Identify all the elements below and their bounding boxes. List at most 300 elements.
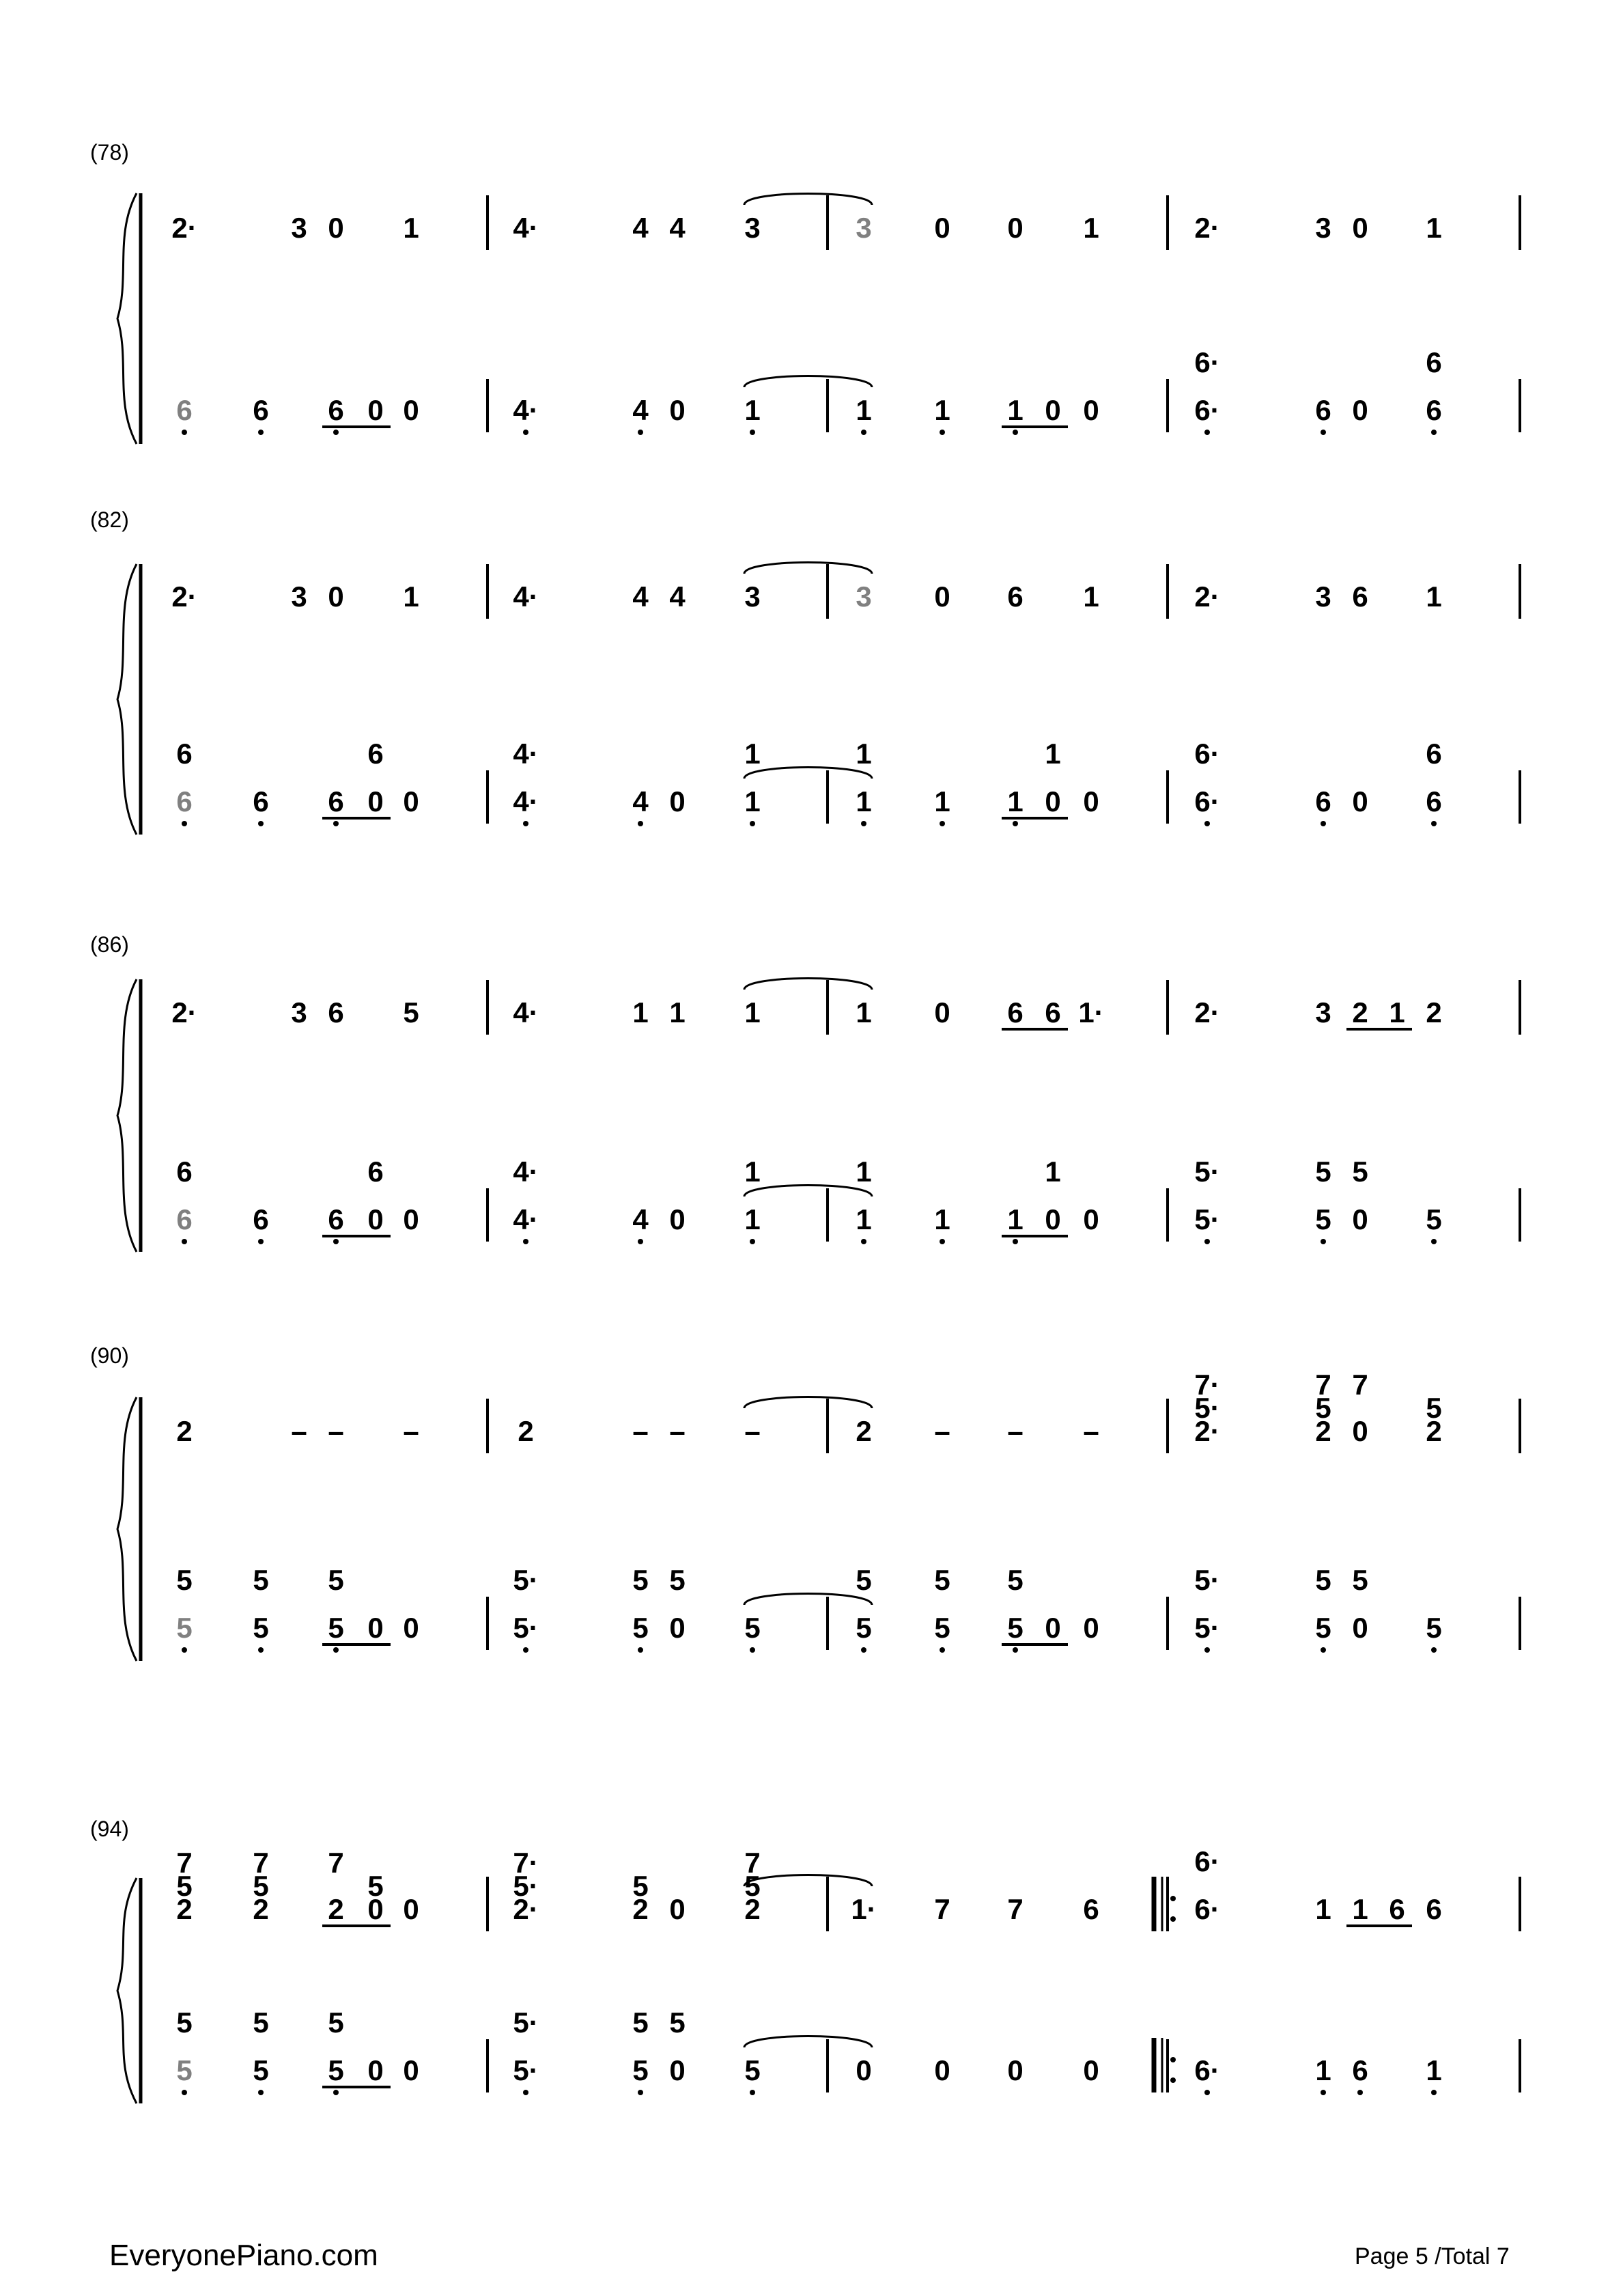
note-lower-m1-3: 5 (328, 2054, 344, 2086)
note-lower-m4-2: 1 (1315, 2054, 1331, 2086)
tie-across-barline (744, 1186, 872, 1197)
chord-top-lower-m1-2: 6 (367, 738, 384, 770)
note-upper-m4-3: 0 (1352, 1415, 1368, 1447)
octave-dot-below (333, 1239, 339, 1244)
tie-across-barline (744, 1594, 872, 1606)
octave-dot-below (258, 1239, 264, 1244)
note-lower-m2-4: 1 (744, 785, 761, 817)
octave-dot-below (638, 2090, 643, 2095)
page-indicator: Page 5 /Total 7 (1355, 2243, 1510, 2269)
note-upper-m3-4: – (1083, 1415, 1099, 1447)
note-lower-m3-5: 0 (1083, 394, 1099, 426)
note-lower-m1-4: 0 (367, 1203, 384, 1235)
octave-dot-below (1321, 1647, 1326, 1653)
octave-dot-below (940, 1239, 945, 1244)
chord-mid-upper-m1-1: 5 (176, 1870, 193, 1902)
repeat-dot (1170, 1896, 1176, 1901)
note-upper-m1-5: 0 (403, 1893, 419, 1925)
note-upper-m3-5: 1· (1078, 996, 1104, 1028)
note-upper-m1-3: 0 (328, 580, 344, 613)
chord-top-lower-m4-1: 5· (1194, 1564, 1220, 1596)
note-upper-m2-3: 4 (669, 212, 686, 244)
note-lower-m3-2: 1 (934, 785, 950, 817)
system-brace (117, 564, 137, 835)
note-upper-m1-1: 2· (171, 580, 197, 613)
chord-mid-upper-m4-3: 5 (1426, 1392, 1442, 1424)
note-lower-m4-1: 5· (1194, 1612, 1220, 1644)
chord-top-lower-m2-2: 5 (632, 2006, 649, 2039)
note-lower-m3-2: 5 (934, 1612, 950, 1644)
octave-dot-below (1321, 430, 1326, 435)
system-number-90: (90) (90, 1343, 129, 1368)
chord-top-lower-m2-1: 5· (513, 1564, 539, 1596)
chord-mid-upper-m4-2: 5 (1315, 1392, 1331, 1424)
chord-mid-upper-m4-1: 5· (1194, 1392, 1220, 1424)
note-lower-m3-4: 0 (1045, 785, 1061, 817)
octave-dot-below (182, 1647, 187, 1653)
octave-dot-below (861, 1239, 866, 1244)
note-upper-m3-2: 0 (934, 996, 950, 1028)
note-upper-m4-4: 1 (1426, 580, 1442, 613)
repeat-dot (1170, 1916, 1176, 1922)
note-upper-m2-4: 2 (744, 1893, 761, 1925)
system-brace (117, 1878, 137, 2103)
octave-dot-below (333, 1647, 339, 1653)
octave-dot-below (861, 821, 866, 826)
note-lower-m1-4: 0 (367, 394, 384, 426)
note-upper-m1-1: 2 (176, 1415, 193, 1447)
chord-top-lower-m1-1: 6 (176, 1156, 193, 1188)
note-lower-m2-4: 1 (744, 394, 761, 426)
note-lower-m2-1: 5· (513, 1612, 539, 1644)
note-upper-m3-2: – (934, 1415, 950, 1447)
note-upper-m3-4: 6 (1083, 1893, 1099, 1925)
note-upper-m4-3: 1 (1352, 1893, 1368, 1925)
chord-top-lower-m4-2: 6 (1426, 738, 1442, 770)
note-lower-m4-4: 5 (1426, 1203, 1442, 1235)
note-upper-m2-2: 2 (632, 1893, 649, 1925)
tie-across-barline (744, 1875, 872, 1887)
octave-dot-below (861, 430, 866, 435)
chord-top-lower-m3-1: 5 (856, 1564, 872, 1596)
note-lower-m3-2: 1 (934, 1203, 950, 1235)
note-lower-m1-3: 6 (328, 394, 344, 426)
note-lower-m1-1: 5 (176, 2054, 193, 2086)
chord-top-lower-m4-1: 6· (1194, 346, 1220, 378)
chord-top-lower-m1-2: 5 (253, 2006, 269, 2039)
octave-dot-below (1431, 1647, 1437, 1653)
octave-dot-below (638, 430, 643, 435)
system-number-82: (82) (90, 507, 129, 532)
note-upper-m1-2: 3 (291, 212, 307, 244)
note-upper-m1-1: 2· (171, 212, 197, 244)
note-lower-m2-2: 5 (632, 2054, 649, 2086)
note-lower-m1-5: 0 (403, 394, 419, 426)
tie-across-barline (744, 563, 872, 574)
note-upper-m3-4: 1 (1083, 580, 1099, 613)
tie-across-barline (744, 2036, 872, 2048)
tie-across-barline (744, 194, 872, 206)
octave-dot-below (1321, 2090, 1326, 2095)
note-lower-m1-3: 5 (328, 1612, 344, 1644)
chord-top-upper-m1-2: 7 (253, 1847, 269, 1879)
note-upper-m1-4: 1 (403, 580, 419, 613)
note-lower-m1-2: 6 (253, 394, 269, 426)
note-upper-m4-3: 6 (1352, 580, 1368, 613)
note-upper-m2-3: – (669, 1415, 686, 1447)
note-upper-m2-2: 4 (632, 580, 649, 613)
chord-top-lower-m2-3: 5 (669, 2006, 686, 2039)
note-lower-m3-4: 0 (1045, 1612, 1061, 1644)
note-upper-m2-3: 1 (669, 996, 686, 1028)
note-upper-m1-4: – (403, 1415, 419, 1447)
chord-top-upper-m4-1: 6· (1194, 1845, 1220, 1877)
note-lower-m3-3: 1 (1007, 785, 1024, 817)
chord-top-upper-m2-1: 7· (513, 1847, 539, 1879)
octave-dot-below (182, 821, 187, 826)
octave-dot-below (258, 1647, 264, 1653)
note-lower-m2-2: 5 (632, 1612, 649, 1644)
octave-dot-below (940, 821, 945, 826)
note-upper-m4-2: 2 (1315, 1415, 1331, 1447)
tie-across-barline (744, 1397, 872, 1409)
chord-top-upper-m1-3: 7 (328, 1847, 344, 1879)
chord-mid-upper-m2-3: 5 (744, 1870, 761, 1902)
note-lower-m3-5: 0 (1083, 1203, 1099, 1235)
chord-top-upper-m4-1: 7· (1194, 1369, 1220, 1401)
chord-top-lower-m3-3: 5 (1007, 1564, 1024, 1596)
chord-top-lower-m2-1: 5· (513, 2006, 539, 2039)
chord-top-lower-m2-2: 5 (632, 1564, 649, 1596)
chord-top-lower-m2-1: 4· (513, 738, 539, 770)
note-upper-m2-1: 2· (513, 1893, 539, 1925)
octave-dot-below (750, 1647, 755, 1653)
note-upper-m1-4: 1 (403, 212, 419, 244)
octave-dot-below (1431, 1239, 1437, 1244)
note-lower-m3-4: 0 (1083, 2054, 1099, 2086)
chord-top-lower-m1-1: 5 (176, 1564, 193, 1596)
note-upper-m4-3: 0 (1352, 212, 1368, 244)
note-upper-m3-3: 6 (1007, 996, 1024, 1028)
note-upper-m3-3: 7 (1007, 1893, 1024, 1925)
note-lower-m4-3: 6 (1352, 2054, 1368, 2086)
chord-top-lower-m4-1: 5· (1194, 1156, 1220, 1188)
note-upper-m1-1: 2· (171, 996, 197, 1028)
note-lower-m4-3: 0 (1352, 1612, 1368, 1644)
tie-across-barline (744, 376, 872, 388)
octave-dot-below (523, 2090, 528, 2095)
note-upper-m4-4: 1 (1389, 996, 1405, 1028)
octave-dot-below (1321, 1239, 1326, 1244)
note-upper-m2-2: 1 (632, 996, 649, 1028)
octave-dot-below (750, 430, 755, 435)
note-upper-m2-2: – (632, 1415, 649, 1447)
note-upper-m4-2: 3 (1315, 996, 1331, 1028)
octave-dot-below (1357, 2090, 1363, 2095)
octave-dot-below (940, 430, 945, 435)
chord-top-lower-m4-3: 5 (1352, 1156, 1368, 1188)
octave-dot-below (638, 1239, 643, 1244)
octave-dot-below (182, 2090, 187, 2095)
note-upper-m3-1: 3 (856, 580, 872, 613)
note-upper-m3-3: 6 (1007, 580, 1024, 613)
note-upper-m4-4: 6 (1389, 1893, 1405, 1925)
note-lower-m2-1: 4· (513, 785, 539, 817)
octave-dot-below (861, 1647, 866, 1653)
note-lower-m3-5: 0 (1083, 785, 1099, 817)
system-number-86: (86) (90, 932, 129, 957)
note-lower-m2-2: 4 (632, 1203, 649, 1235)
note-upper-m4-5: 2 (1426, 996, 1442, 1028)
note-lower-m1-4: 0 (367, 2054, 384, 2086)
octave-dot-below (1204, 821, 1210, 826)
note-lower-m3-1: 1 (856, 394, 872, 426)
note-lower-m1-2: 6 (253, 785, 269, 817)
note-upper-m4-1: 2· (1194, 580, 1220, 613)
note-lower-m4-4: 6 (1426, 394, 1442, 426)
octave-dot-below (750, 821, 755, 826)
note-upper-m2-1: 4· (513, 996, 539, 1028)
note-upper-m3-4: 6 (1045, 996, 1061, 1028)
system-brace (117, 193, 137, 444)
note-lower-m1-2: 5 (253, 1612, 269, 1644)
note-upper-m3-3: – (1007, 1415, 1024, 1447)
note-upper-m4-4: 1 (1426, 212, 1442, 244)
octave-dot-below (523, 1239, 528, 1244)
note-upper-m2-2: 4 (632, 212, 649, 244)
chord-top-lower-m2-2: 1 (744, 1156, 761, 1188)
note-upper-m4-4: 2 (1426, 1415, 1442, 1447)
octave-dot-below (523, 1647, 528, 1653)
note-upper-m1-2: 2 (253, 1893, 269, 1925)
repeat-dot (1170, 2057, 1176, 2062)
note-lower-m4-4: 1 (1426, 2054, 1442, 2086)
note-upper-m3-4: 1 (1083, 212, 1099, 244)
note-upper-m3-3: 0 (1007, 212, 1024, 244)
note-lower-m2-3: 0 (669, 1612, 686, 1644)
note-upper-m2-1: 4· (513, 212, 539, 244)
note-lower-m2-1: 4· (513, 394, 539, 426)
note-lower-m4-2: 5 (1315, 1203, 1331, 1235)
chord-top-lower-m1-2: 5 (253, 1564, 269, 1596)
note-upper-m1-2: 3 (291, 580, 307, 613)
note-lower-m1-5: 0 (403, 785, 419, 817)
note-lower-m1-1: 6 (176, 394, 193, 426)
note-upper-m4-3: 2 (1352, 996, 1368, 1028)
octave-dot-below (1431, 2090, 1437, 2095)
chord-mid-upper-m2-2: 5 (632, 1870, 649, 1902)
note-upper-m2-4: 3 (744, 212, 761, 244)
octave-dot-below (182, 1239, 187, 1244)
chord-top-lower-m4-2: 5 (1315, 1564, 1331, 1596)
octave-dot-below (1013, 821, 1018, 826)
chord-top-lower-m4-2: 5 (1315, 1156, 1331, 1188)
note-upper-m3-2: 0 (934, 212, 950, 244)
note-lower-m2-3: 0 (669, 785, 686, 817)
system-brace (117, 1397, 137, 1661)
chord-top-lower-m2-3: 5 (669, 1564, 686, 1596)
chord-top-lower-m4-3: 5 (1352, 1564, 1368, 1596)
chord-top-lower-m4-2: 6 (1426, 346, 1442, 378)
note-upper-m2-3: 0 (669, 1893, 686, 1925)
chord-top-lower-m1-3: 5 (328, 1564, 344, 1596)
octave-dot-below (1431, 430, 1437, 435)
octave-dot-below (258, 821, 264, 826)
note-lower-m3-3: 0 (1007, 2054, 1024, 2086)
chord-top-lower-m2-1: 4· (513, 1156, 539, 1188)
chord-top-upper-m4-3: 7 (1352, 1369, 1368, 1401)
note-upper-m2-4: – (744, 1415, 761, 1447)
system-number-78: (78) (90, 140, 129, 165)
chord-mid-upper-m2-1: 5· (513, 1870, 539, 1902)
note-lower-m2-4: 5 (744, 2054, 761, 2086)
chord-top-lower-m3-2: 1 (1045, 738, 1061, 770)
note-lower-m4-4: 6 (1426, 785, 1442, 817)
octave-dot-below (1204, 430, 1210, 435)
note-lower-m1-1: 5 (176, 1612, 193, 1644)
octave-dot-below (333, 430, 339, 435)
note-upper-m4-2: 1 (1315, 1893, 1331, 1925)
note-upper-m4-2: 3 (1315, 580, 1331, 613)
note-upper-m1-4: 5 (403, 996, 419, 1028)
octave-dot-below (1321, 821, 1326, 826)
note-lower-m1-5: 0 (403, 2054, 419, 2086)
note-lower-m2-1: 4· (513, 1203, 539, 1235)
chord-top-upper-m2-2: 7 (744, 1847, 761, 1879)
note-lower-m3-5: 0 (1083, 1612, 1099, 1644)
octave-dot-below (1204, 1239, 1210, 1244)
octave-dot-below (523, 821, 528, 826)
note-upper-m3-1: 1 (856, 996, 872, 1028)
note-upper-m1-3: 2 (328, 1893, 344, 1925)
note-lower-m3-4: 0 (1045, 1203, 1061, 1235)
octave-dot-below (1204, 1647, 1210, 1653)
chord-mid-upper-m1-2: 5 (253, 1870, 269, 1902)
octave-dot-below (1013, 430, 1018, 435)
octave-dot-below (1013, 1239, 1018, 1244)
chord-top-upper-m1-1: 7 (176, 1847, 193, 1879)
note-lower-m2-3: 0 (669, 1203, 686, 1235)
note-lower-m4-1: 6· (1194, 785, 1220, 817)
octave-dot-below (258, 430, 264, 435)
octave-dot-below (1013, 1647, 1018, 1653)
octave-dot-below (750, 1239, 755, 1244)
note-lower-m4-2: 5 (1315, 1612, 1331, 1644)
note-lower-m3-3: 5 (1007, 1612, 1024, 1644)
note-lower-m3-3: 1 (1007, 394, 1024, 426)
note-lower-m3-1: 1 (856, 1203, 872, 1235)
octave-dot-below (1431, 821, 1437, 826)
chord-top-lower-m4-1: 6· (1194, 738, 1220, 770)
note-upper-m1-2: – (291, 1415, 307, 1447)
note-upper-m1-1: 2 (176, 1893, 193, 1925)
note-lower-m3-1: 1 (856, 785, 872, 817)
note-upper-m4-2: 3 (1315, 212, 1331, 244)
note-lower-m4-1: 6· (1194, 394, 1220, 426)
note-lower-m2-3: 0 (669, 394, 686, 426)
note-upper-m3-2: 7 (934, 1893, 950, 1925)
note-lower-m3-1: 0 (856, 2054, 872, 2086)
note-upper-m2-1: 2 (518, 1415, 534, 1447)
note-lower-m3-2: 1 (934, 394, 950, 426)
note-lower-m4-2: 6 (1315, 394, 1331, 426)
chord-top-lower-m1-2: 6 (367, 1156, 384, 1188)
note-lower-m2-3: 0 (669, 2054, 686, 2086)
repeat-dot (1170, 2077, 1176, 2083)
note-upper-m2-1: 4· (513, 580, 539, 613)
note-upper-m4-1: 6· (1194, 1893, 1220, 1925)
site-footer: EveryonePiano.com (109, 2239, 378, 2272)
system-brace (117, 979, 137, 1252)
chord-top-lower-m2-2: 1 (744, 738, 761, 770)
note-lower-m1-4: 0 (367, 1612, 384, 1644)
note-upper-m2-3: 4 (669, 580, 686, 613)
note-upper-m1-3: 0 (328, 212, 344, 244)
octave-dot-below (182, 430, 187, 435)
note-lower-m4-1: 5· (1194, 1203, 1220, 1235)
note-upper-m2-4: 3 (744, 580, 761, 613)
note-upper-m4-5: 6 (1426, 1893, 1442, 1925)
octave-dot-below (523, 430, 528, 435)
note-lower-m1-3: 6 (328, 1203, 344, 1235)
octave-dot-below (638, 1647, 643, 1653)
octave-dot-below (638, 821, 643, 826)
note-lower-m2-2: 4 (632, 785, 649, 817)
chord-top-lower-m3-2: 5 (934, 1564, 950, 1596)
note-lower-m2-2: 4 (632, 394, 649, 426)
chord-top-lower-m1-1: 5 (176, 2006, 193, 2039)
note-upper-m1-4: 0 (367, 1893, 384, 1925)
note-lower-m1-2: 6 (253, 1203, 269, 1235)
note-lower-m4-2: 6 (1315, 785, 1331, 817)
note-lower-m1-1: 6 (176, 1203, 193, 1235)
note-lower-m3-1: 5 (856, 1612, 872, 1644)
octave-dot-below (333, 821, 339, 826)
note-lower-m1-4: 0 (367, 785, 384, 817)
note-lower-m4-3: 0 (1352, 394, 1368, 426)
note-lower-m3-2: 0 (934, 2054, 950, 2086)
note-upper-m4-1: 2· (1194, 212, 1220, 244)
note-upper-m1-2: 3 (291, 996, 307, 1028)
note-upper-m4-1: 2· (1194, 996, 1220, 1028)
note-lower-m1-3: 6 (328, 785, 344, 817)
note-lower-m1-2: 5 (253, 2054, 269, 2086)
note-lower-m1-5: 0 (403, 1203, 419, 1235)
note-upper-m3-1: 2 (856, 1415, 872, 1447)
chord-top-lower-m3-1: 1 (856, 1156, 872, 1188)
octave-dot-below (1204, 2090, 1210, 2095)
chord-top-lower-m1-3: 5 (328, 2006, 344, 2039)
tie-across-barline (744, 768, 872, 779)
note-lower-m4-3: 0 (1352, 1203, 1368, 1235)
chord-top-lower-m3-1: 1 (856, 738, 872, 770)
note-lower-m1-1: 6 (176, 785, 193, 817)
chord-top-lower-m3-2: 1 (1045, 1156, 1061, 1188)
note-upper-m1-3: 6 (328, 996, 344, 1028)
note-lower-m2-4: 1 (744, 1203, 761, 1235)
octave-dot-below (333, 2090, 339, 2095)
chord-mid-upper-m1-3: 5 (367, 1870, 384, 1902)
note-upper-m3-1: 3 (856, 212, 872, 244)
note-lower-m4-3: 0 (1352, 785, 1368, 817)
note-lower-m4-4: 5 (1426, 1612, 1442, 1644)
note-upper-m2-4: 1 (744, 996, 761, 1028)
note-upper-m3-2: 0 (934, 580, 950, 613)
note-lower-m3-3: 1 (1007, 1203, 1024, 1235)
note-upper-m3-1: 1· (851, 1893, 877, 1925)
octave-dot-below (750, 2090, 755, 2095)
octave-dot-below (940, 1647, 945, 1653)
